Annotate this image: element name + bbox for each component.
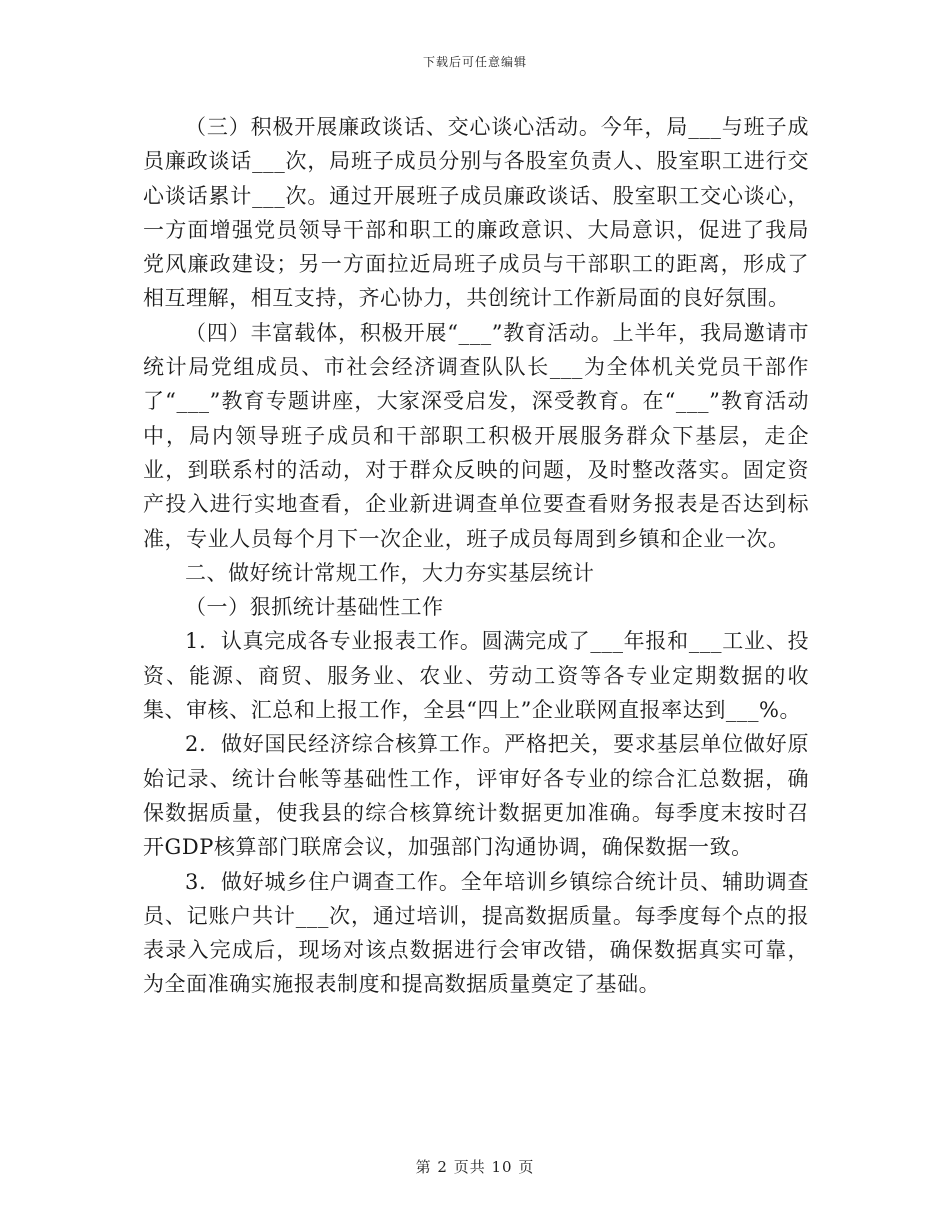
paragraph-education-activities: （四）丰富载体，积极开展“___”教育活动。上半年，我局邀请市统计局党组成员、市社会经济调查队队长___为全体机关党员干部作了“___”教育专题讲座，大家深受启发，深受教育。在“___”教育活动中，局内领导班子成员和干部职工积极开展服务群众下基层，走企业，到联系村的活动，对于群众反映的问题，及时整改落实。固定资产投入进行实地查看，企业新进调查单位要查看财务报表是否达到标准，专业人员每个月下一次企业，班子成员每周到乡镇和企业一次。 <box>143 320 809 551</box>
paragraph-integrity-talks: （三）积极开展廉政谈话、交心谈心活动。今年，局___与班子成员廉政谈话___次，局班子成员分别与各股室负责人、股室职工进行交心谈话累计___次。通过开展班子成员廉政谈话、股室职工交心谈心，一方面增强党员领导干部和职工的廉政意识、大局意识，促进了我局党风廉政建设；另一方面拉近局班子成员与干部职工的距离，形成了相互理解，相互支持，齐心协力，共创统计工作新局面的良好氛围。 <box>143 115 809 311</box>
paragraph-household-survey: 3．做好城乡住户调查工作。全年培训乡镇综合统计员、辅助调查员、记账户共计___次，通过培训，提高数据质量。每季度每个点的报表录入完成后，现场对该点数据进行会审改错，确保数据真实可靠，为全面准确实施报表制度和提高数据质量奠定了基础。 <box>143 869 809 997</box>
subsection-heading: （一）狠抓统计基础性工作 <box>185 595 444 620</box>
page-header: 下载后可任意编辑 <box>422 55 527 69</box>
document-body <box>143 110 809 1002</box>
paragraph-national-accounting: 2．做好国民经济综合核算工作。严格把关，要求基层单位做好原始记录、统计台帐等基础性工作，评审好各专业的综合汇总数据，确保数据质量，使我县的综合核算统计数据更加准确。每季度末按时召开GDP核算部门联席会议，加强部门沟通协调，确保数据一致。 <box>143 732 809 860</box>
page-footer: 第 2 页共 10 页 <box>415 1158 535 1176</box>
paragraph-report-work: 1．认真完成各专业报表工作。圆满完成了___年报和___工业、投资、能源、商贸、服务业、农业、劳动工资等各专业定期数据的收集、审核、汇总和上报工作，全县“四上”企业联网直报率达到___%。 <box>143 629 809 723</box>
section-heading: 二、做好统计常规工作，大力夯实基层统计 <box>185 560 595 585</box>
